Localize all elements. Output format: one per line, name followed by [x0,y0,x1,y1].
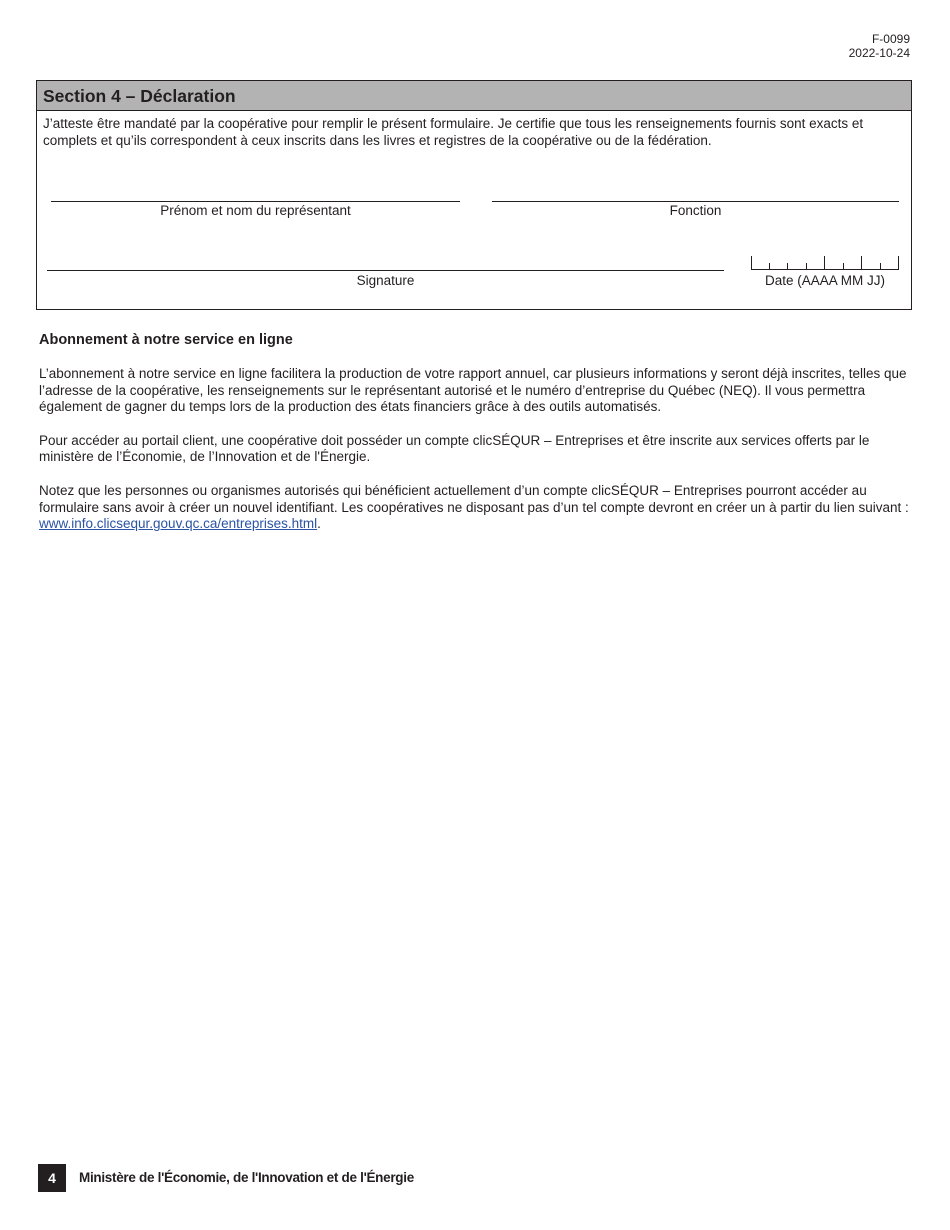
date-label: Date (AAAA MM JJ) [764,273,886,288]
paragraph-3-text: Notez que les personnes ou organismes autorisés qui bénéficient actuellement d’un compte clicSÉQUR – Entreprises pourront accéder au formulaire sans avoir à créer un nouvel identifiant. Les coopératives ne disposant pas d’un tel compte devront en créer un à partir du lien suivant : [39,482,909,515]
date-tick [769,263,770,269]
form-date: 2022-10-24 [848,46,910,60]
subscription-section [39,332,913,550]
signature-field[interactable] [47,270,724,271]
form-code: F-0099 [871,32,910,46]
date-tick [787,263,788,269]
representative-name-field[interactable] [51,201,460,202]
declaration-text: J’atteste être mandaté par la coopérative pour remplir le présent formulaire. Je certifie que tous les renseignements fournis sont exacts et complets et qu’ils correspondent à ceux inscrits dans les livres et registres de la coopérative ou de la fédération. [43,116,864,148]
subscription-paragraph-2: Pour accéder au portail client, une coopérative doit posséder un compte clicSÉQUR – Entreprises et être inscrite aux services offerts par le ministère de l’Économie, de l’Innovation et de l'Énergie. [39,432,870,465]
signature-label: Signature [356,273,415,288]
section-4-box [36,80,912,310]
subscription-paragraph-1: L’abonnement à notre service en ligne facilitera la production de votre rapport annuel, car plusieurs informations y seront déjà inscrites, telles que l’adresse de la coopérative, les renseignements sur le représentant autorisé et le numéro d’entreprise du Québec (NEQ). Il vous permettra également de gagner du temps lors de la production des états financiers grâce à des outils automatisés. [39,366,907,415]
ministry-name: Ministère de l'Économie, de l'Innovation et de l'Énergie [79,1170,414,1185]
clicsequr-link[interactable]: www.info.clicsequr.gouv.qc.ca/entreprises.html [39,516,318,532]
date-tick [824,256,825,269]
function-field[interactable] [492,201,899,202]
page-number: 4 [38,1164,66,1192]
date-tick [843,263,844,269]
date-tick [806,263,807,269]
representative-name-label: Prénom et nom du représentant [160,203,351,218]
date-field[interactable] [751,256,899,270]
date-tick [861,256,862,269]
form-code-block [849,32,910,60]
section-title: Section 4 – Déclaration [37,81,911,111]
subscription-paragraph-3 [39,483,913,533]
date-tick [880,263,881,269]
function-label: Fonction [669,203,722,218]
subscription-title: Abonnement à notre service en ligne [39,332,293,348]
paragraph-3-end: . [317,516,321,532]
